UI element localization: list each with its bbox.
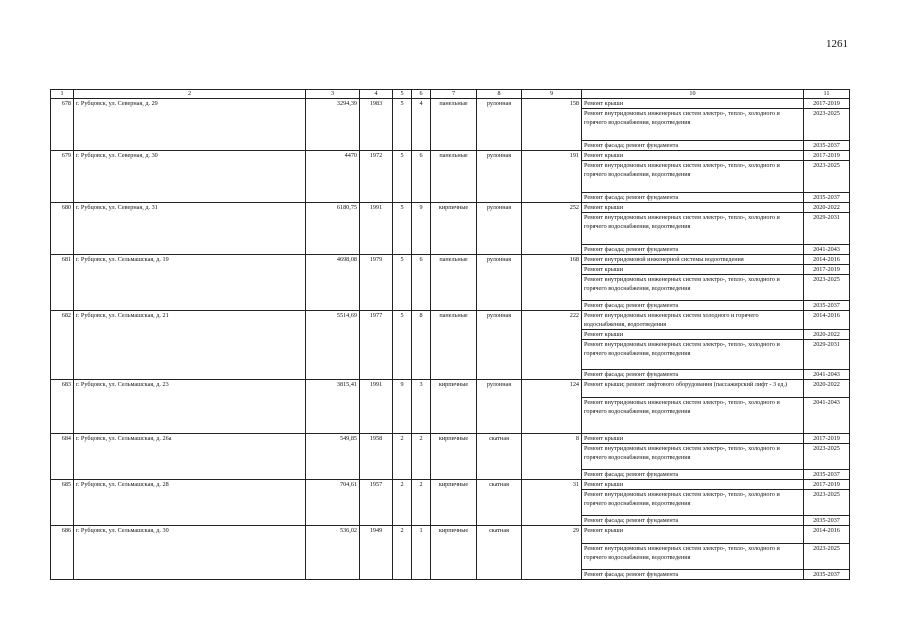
area-cell: 4698,08 (306, 255, 360, 311)
residents-cell: 8 (522, 434, 582, 480)
work-type-cell: Ремонт фасада; ремонт фундамента (582, 301, 804, 311)
row-number: 678 (51, 99, 74, 151)
column-header: 11 (804, 90, 850, 99)
column-header: 6 (412, 90, 431, 99)
floors-cell: 2 (393, 526, 412, 580)
table-body (51, 99, 850, 580)
floors-cell: 9 (393, 380, 412, 434)
work-type-cell: Ремонт крыши (582, 526, 804, 544)
residents-cell: 168 (522, 255, 582, 311)
entrances-cell: 3 (412, 380, 431, 434)
period-cell: 2014-2016 (804, 255, 850, 265)
period-cell: 2020-2022 (804, 203, 850, 213)
period-cell: 2035-2037 (804, 141, 850, 151)
work-type-cell: Ремонт крыши (582, 151, 804, 161)
entrances-cell: 6 (412, 151, 431, 203)
work-type-cell: Ремонт внутридомовых инженерных систем электро-, тепло-, холодного и горячего водоснабжения, водоотведения (582, 398, 804, 434)
floors-cell: 5 (393, 203, 412, 255)
wall-material-cell: панельные (431, 311, 477, 380)
work-type-cell: Ремонт внутридомовых инженерных систем электро-, тепло-, холодного и горячего водоснабжения, водоотведения (582, 275, 804, 301)
period-cell: 2035-2037 (804, 470, 850, 480)
wall-material-cell: кирпичные (431, 203, 477, 255)
area-cell: 536,02 (306, 526, 360, 580)
residents-cell: 124 (522, 380, 582, 434)
roof-type-cell: рулонная (477, 151, 522, 203)
row-number: 685 (51, 480, 74, 526)
row-number: 686 (51, 526, 74, 580)
floors-cell: 5 (393, 99, 412, 151)
work-type-cell: Ремонт фасада; ремонт фундамента (582, 193, 804, 203)
year-cell: 1958 (360, 434, 393, 480)
period-cell: 2035-2037 (804, 301, 850, 311)
period-cell: 2041-2043 (804, 370, 850, 380)
work-type-cell: Ремонт крыши (582, 330, 804, 340)
column-number-row (51, 90, 850, 99)
residents-cell: 158 (522, 99, 582, 151)
column-header: 3 (306, 90, 360, 99)
residents-cell: 222 (522, 311, 582, 380)
column-header: 1 (51, 90, 74, 99)
entrances-cell: 2 (412, 480, 431, 526)
floors-cell: 5 (393, 311, 412, 380)
year-cell: 1991 (360, 380, 393, 434)
wall-material-cell: кирпичные (431, 526, 477, 580)
address-cell: г. Рубцовск, ул. Северная, д. 29 (74, 99, 306, 151)
work-type-cell: Ремонт крыши (582, 480, 804, 490)
address-cell: г. Рубцовск, ул. Сельмашская, д. 21 (74, 311, 306, 380)
column-header: 7 (431, 90, 477, 99)
wall-material-cell: кирпичные (431, 434, 477, 480)
period-cell: 2017-2019 (804, 99, 850, 109)
roof-type-cell: скатная (477, 526, 522, 580)
period-cell: 2020-2022 (804, 380, 850, 398)
table-row (51, 311, 850, 330)
residents-cell: 31 (522, 480, 582, 526)
roof-type-cell: рулонная (477, 380, 522, 434)
wall-material-cell: панельные (431, 151, 477, 203)
row-number: 684 (51, 434, 74, 480)
floors-cell: 2 (393, 434, 412, 480)
table-row (51, 99, 850, 109)
row-number: 681 (51, 255, 74, 311)
work-type-cell: Ремонт крыши (582, 265, 804, 275)
year-cell: 1949 (360, 526, 393, 580)
period-cell: 2023-2025 (804, 275, 850, 301)
period-cell: 2017-2019 (804, 151, 850, 161)
row-number: 683 (51, 380, 74, 434)
work-type-cell: Ремонт фасада; ремонт фундамента (582, 245, 804, 255)
work-type-cell: Ремонт фасада; ремонт фундамента (582, 570, 804, 580)
floors-cell: 5 (393, 255, 412, 311)
area-cell: 5514,69 (306, 311, 360, 380)
period-cell: 2023-2025 (804, 161, 850, 193)
year-cell: 1979 (360, 255, 393, 311)
repair-schedule-table (50, 89, 850, 580)
work-type-cell: Ремонт внутридомовых инженерных систем электро-, тепло-, холодного и горячего водоснабжения, водоотведения (582, 340, 804, 370)
wall-material-cell: панельные (431, 255, 477, 311)
table-row (51, 203, 850, 213)
period-cell: 2017-2019 (804, 265, 850, 275)
column-header: 8 (477, 90, 522, 99)
page-number: 1261 (826, 38, 848, 50)
work-type-cell: Ремонт фасада; ремонт фундамента (582, 370, 804, 380)
period-cell: 2035-2037 (804, 516, 850, 526)
roof-type-cell: скатная (477, 480, 522, 526)
area-cell: 3815,41 (306, 380, 360, 434)
period-cell: 2014-2016 (804, 311, 850, 330)
floors-cell: 2 (393, 480, 412, 526)
table-row (51, 434, 850, 444)
table-row (51, 480, 850, 490)
row-number: 682 (51, 311, 74, 380)
row-number: 679 (51, 151, 74, 203)
address-cell: г. Рубцовск, ул. Сельмашская, д. 28 (74, 480, 306, 526)
wall-material-cell: кирпичные (431, 480, 477, 526)
wall-material-cell: панельные (431, 99, 477, 151)
residents-cell: 29 (522, 526, 582, 580)
period-cell: 2017-2019 (804, 480, 850, 490)
work-type-cell: Ремонт внутридомовых инженерных систем электро-, тепло-, холодного и горячего водоснабжения, водоотведения (582, 213, 804, 245)
work-type-cell: Ремонт внутридомовой инженерной системы водоотведения (582, 255, 804, 265)
year-cell: 1983 (360, 99, 393, 151)
period-cell: 2023-2025 (804, 490, 850, 516)
work-type-cell: Ремонт внутридомовых инженерных систем холодного и горячего водоснабжения, водоотведения (582, 311, 804, 330)
entrances-cell: 4 (412, 99, 431, 151)
column-header: 10 (582, 90, 804, 99)
period-cell: 2023-2025 (804, 109, 850, 141)
year-cell: 1957 (360, 480, 393, 526)
table-row (51, 255, 850, 265)
period-cell: 2017-2019 (804, 434, 850, 444)
period-cell: 2023-2025 (804, 444, 850, 470)
roof-type-cell: рулонная (477, 203, 522, 255)
roof-type-cell: рулонная (477, 311, 522, 380)
address-cell: г. Рубцовск, ул. Сельмашская, д. 26а (74, 434, 306, 480)
residents-cell: 191 (522, 151, 582, 203)
year-cell: 1977 (360, 311, 393, 380)
roof-type-cell: рулонная (477, 255, 522, 311)
floors-cell: 5 (393, 151, 412, 203)
column-header: 9 (522, 90, 582, 99)
row-number: 680 (51, 203, 74, 255)
period-cell: 2029-2031 (804, 340, 850, 370)
area-cell: 3294,39 (306, 99, 360, 151)
column-header: 4 (360, 90, 393, 99)
address-cell: г. Рубцовск, ул. Северная, д. 31 (74, 203, 306, 255)
table-row (51, 380, 850, 398)
period-cell: 2029-2031 (804, 213, 850, 245)
area-cell: 6180,75 (306, 203, 360, 255)
repair-schedule-table-wrap (50, 89, 849, 580)
address-cell: г. Рубцовск, ул. Сельмашская, д. 19 (74, 255, 306, 311)
roof-type-cell: скатная (477, 434, 522, 480)
work-type-cell: Ремонт крыши; ремонт лифтового оборудования (пассажирский лифт - 3 ед.) (582, 380, 804, 398)
period-cell: 2020-2022 (804, 330, 850, 340)
entrances-cell: 2 (412, 434, 431, 480)
period-cell: 2023-2025 (804, 544, 850, 570)
table-row (51, 151, 850, 161)
table-row (51, 526, 850, 544)
entrances-cell: 6 (412, 255, 431, 311)
roof-type-cell: рулонная (477, 99, 522, 151)
work-type-cell: Ремонт крыши (582, 99, 804, 109)
year-cell: 1991 (360, 203, 393, 255)
work-type-cell: Ремонт внутридомовых инженерных систем электро-, тепло-, холодного и горячего водоснабжения, водоотведения (582, 161, 804, 193)
address-cell: г. Рубцовск, ул. Сельмашская, д. 23 (74, 380, 306, 434)
period-cell: 2041-2043 (804, 245, 850, 255)
work-type-cell: Ремонт внутридомовых инженерных систем электро-, тепло-, холодного и горячего водоснабжения, водоотведения (582, 490, 804, 516)
entrances-cell: 8 (412, 311, 431, 380)
work-type-cell: Ремонт внутридомовых инженерных систем электро-, тепло-, холодного и горячего водоснабжения, водоотведения (582, 109, 804, 141)
work-type-cell: Ремонт внутридомовых инженерных систем электро-, тепло-, холодного и горячего водоснабжения, водоотведения (582, 544, 804, 570)
period-cell: 2041-2043 (804, 398, 850, 434)
work-type-cell: Ремонт фасада; ремонт фундамента (582, 470, 804, 480)
entrances-cell: 1 (412, 526, 431, 580)
work-type-cell: Ремонт крыши (582, 203, 804, 213)
column-header: 2 (74, 90, 306, 99)
work-type-cell: Ремонт внутридомовых инженерных систем электро-, тепло-, холодного и горячего водоснабжения, водоотведения (582, 444, 804, 470)
area-cell: 4470 (306, 151, 360, 203)
work-type-cell: Ремонт крыши (582, 434, 804, 444)
area-cell: 549,85 (306, 434, 360, 480)
period-cell: 2035-2037 (804, 193, 850, 203)
work-type-cell: Ремонт фасада; ремонт фундамента (582, 516, 804, 526)
column-header: 5 (393, 90, 412, 99)
period-cell: 2014-2016 (804, 526, 850, 544)
year-cell: 1972 (360, 151, 393, 203)
area-cell: 704,61 (306, 480, 360, 526)
residents-cell: 252 (522, 203, 582, 255)
address-cell: г. Рубцовск, ул. Северная, д. 30 (74, 151, 306, 203)
work-type-cell: Ремонт фасада; ремонт фундамента (582, 141, 804, 151)
address-cell: г. Рубцовск, ул. Сельмашская, д. 30 (74, 526, 306, 580)
wall-material-cell: кирпичные (431, 380, 477, 434)
entrances-cell: 9 (412, 203, 431, 255)
period-cell: 2035-2037 (804, 570, 850, 580)
